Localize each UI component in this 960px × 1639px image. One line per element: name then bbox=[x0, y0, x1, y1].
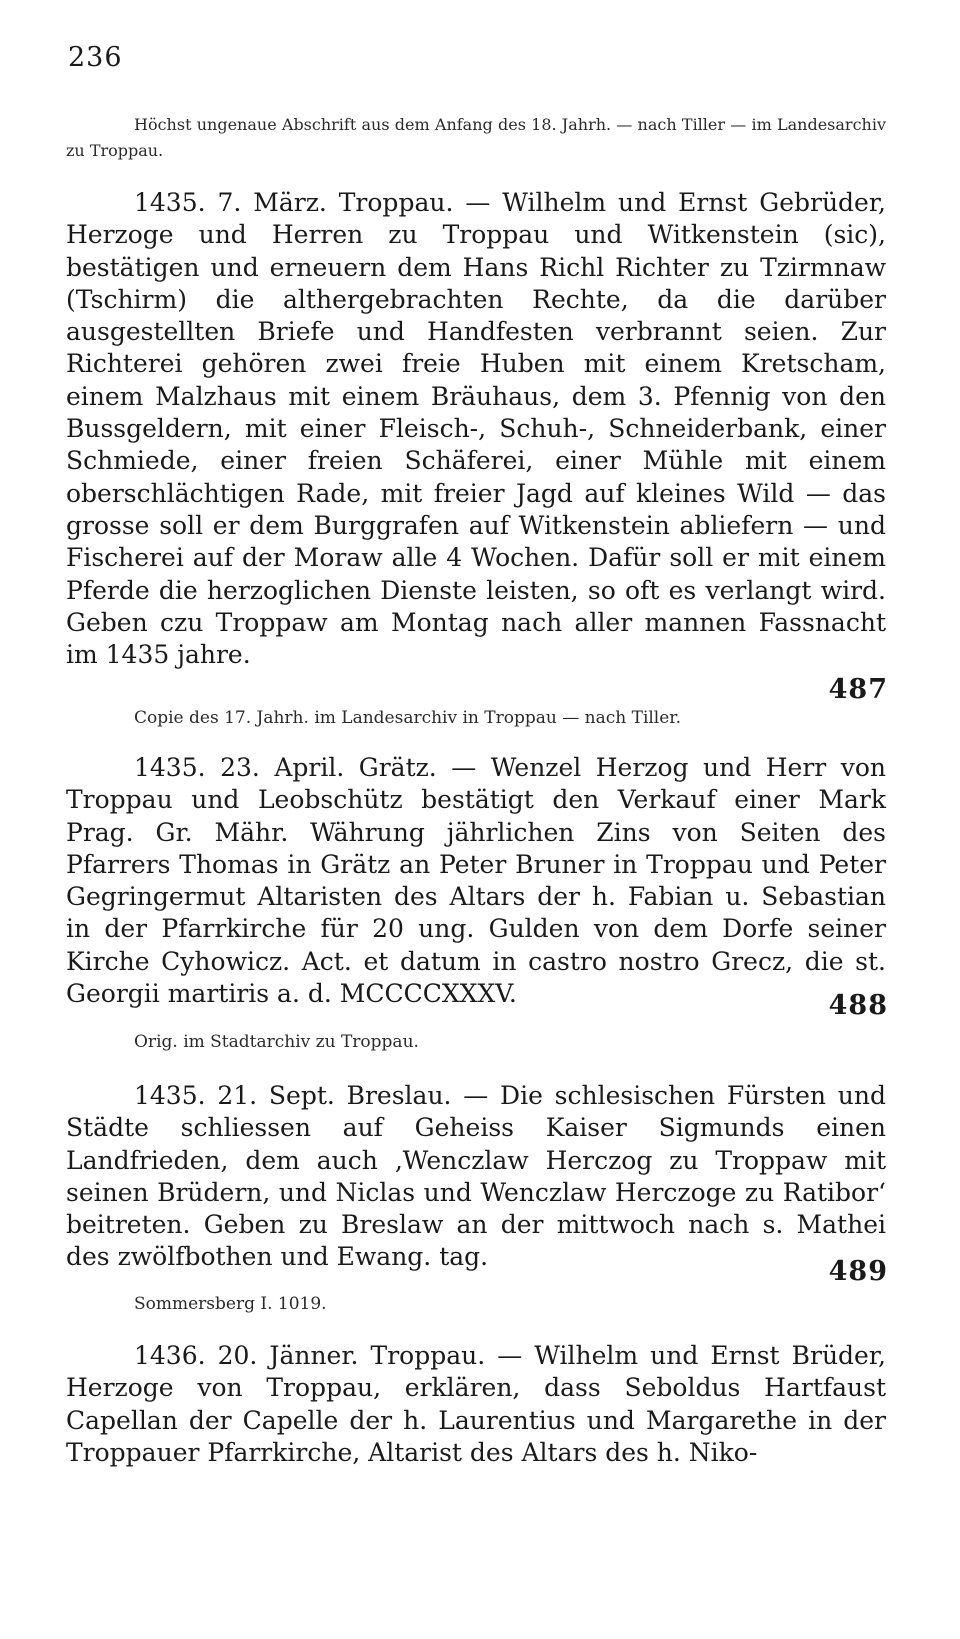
regest-entry-490-text: 1436. 20. Jänner. Troppau. — Wilhelm und Ernst Brüder, Herzoge von Troppau, erklären, dass Seboldus Hartfaust Capellan der Capelle der h. Laurentius und Margarethe in der Troppauer Pfarrkirche, Altarist des Altars des h. Niko- bbox=[66, 1341, 886, 1467]
regest-source-489: Sommersberg I. 1019. bbox=[134, 1294, 327, 1314]
regest-number-487: 487 bbox=[828, 674, 888, 705]
regest-number-488: 488 bbox=[828, 990, 888, 1021]
page-number: 236 bbox=[68, 42, 123, 73]
regest-number-489: 489 bbox=[828, 1256, 888, 1287]
regest-source-488: Orig. im Stadtarchiv zu Troppau. bbox=[134, 1032, 419, 1052]
regest-entry-487-text: 1435. 7. März. Troppau. — Wilhelm und Ernst Gebrüder, Herzoge und Herren zu Troppau und Witkenstein (sic), bestätigen und erneuern dem Hans Richl Richter zu Tzirmnaw (Tschirm) die althergebrachten Rechte, da die darüber ausgestellten Briefe und Handfesten verbrannt seien. Zur Richterei gehören zwei freie Huben mit einem Kretscham, einem Malzhaus mit einem Bräuhaus, dem 3. Pfennig von den Bussgeldern, mit einer Fleisch-, Schuh-, Schneiderbank, einer Schmiede, einer freien Schäferei, einer Mühle mit einem oberschlächtigen Rade, mit freier Jagd auf kleines Wild — das grosse soll er dem Burggrafen auf Witkenstein abliefern — und Fischerei auf der Moraw alle 4 Wochen. Dafür soll er mit einem Pferde die herzoglichen Dienste leisten, so oft es verlangt wird. Geben czu Troppaw am Montag nach aller mannen Fassnacht im 1435 jahre. bbox=[66, 188, 886, 670]
regest-entry-488-text: 1435. 23. April. Grätz. — Wenzel Herzog und Herr von Troppau und Leobschütz bestätigt den Verkauf einer Mark Prag. Gr. Mähr. Währung jährlichen Zins von Seiten des Pfarrers Thomas in Grätz an Peter Bruner in Troppau und Peter Gegringermut Altaristen des Altars der h. Fabian u. Sebastian in der Pfarrkirche für 20 ung. Gulden von dem Dorfe seiner Kirche Cyhowicz. Act. et datum in castro nostro Grecz, die st. Georgii martiris a. d. MCCCCXXXV. bbox=[66, 753, 886, 1009]
archival-note: Höchst ungenaue Abschrift aus dem Anfang des 18. Jahrh. — nach Tiller — im Landesarchiv zu Troppau. bbox=[66, 115, 886, 160]
regest-entry-489-text: 1435. 21. Sept. Breslau. — Die schlesischen Fürsten und Städte schliessen auf Geheiss Kaiser Sigmunds einen Landfrieden, dem auch ‚Wenczlaw Herczog zu Troppaw mit seinen Brüdern, und Niclas und Wenczlaw Herczoge zu Ratibor‘ beitreten. Geben zu Breslaw an der mittwoch nach s. Mathei des zwölfbothen und Ewang. tag. bbox=[66, 1081, 886, 1272]
regest-source-487: Copie des 17. Jahrh. im Landesarchiv in Troppau — nach Tiller. bbox=[134, 708, 681, 728]
